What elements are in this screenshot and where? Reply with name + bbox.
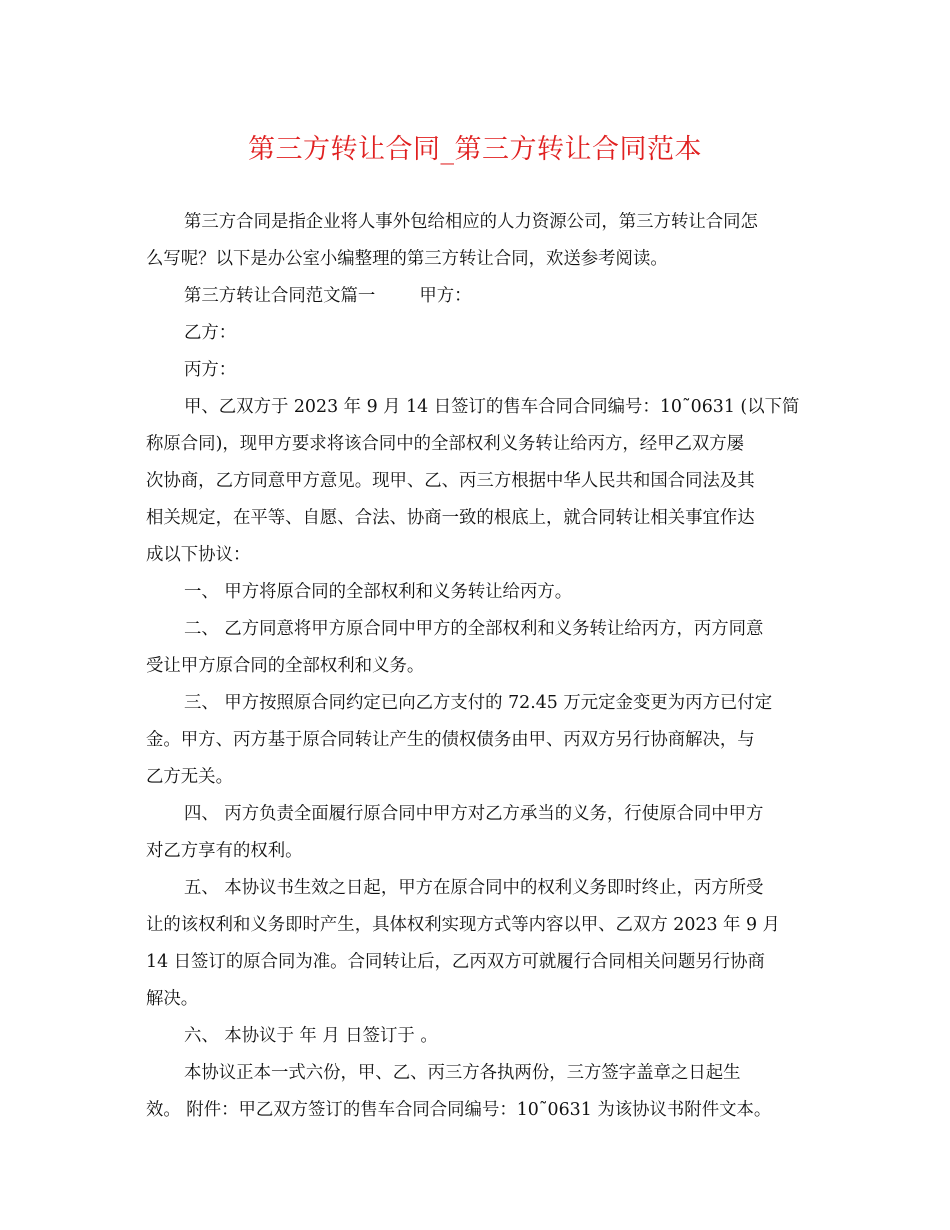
line-text: 三、 甲方按照原合同约定已向乙方支付的 72.45 万元定金变更为丙方已付定 [184,693,773,713]
paragraph-line [146,574,806,611]
document-title: 第三方转让合同_第三方转让合同范本 [248,134,702,165]
line-text: 六、 本协议于 年 月 日签订于 。 [184,1026,438,1046]
paragraph-line [146,1018,806,1055]
paragraph-line [146,204,806,241]
line-text: 次协商，乙方同意甲方意见。现甲、乙、丙三方根据中华人民共和国合同法及其 [146,471,755,491]
line-text: 五、 本协议书生效之日起，甲方在原合同中的权利义务即时终止，丙方所受 [184,878,764,898]
line-text: 乙方： [184,323,237,343]
paragraph-line [146,907,806,944]
paragraph-line [146,870,806,907]
line-text: 成以下协议： [146,545,251,565]
line-text: 乙方无关。 [146,767,233,787]
paragraph-line [146,1092,806,1129]
line-text: 四、 丙方负责全面履行原合同中甲方对乙方承当的义务，行使原合同中甲方 [184,804,764,824]
line-text: 第三方合同是指企业将人事外包给相应的人力资源公司，第三方转让合同怎 [184,212,758,232]
line-text: 第三方转让合同范文篇一 [184,286,376,306]
paragraph-line [146,833,806,870]
paragraph-line [146,981,806,1018]
paragraph-line [146,648,806,685]
paragraph-line [146,500,806,537]
paragraph-line [146,1055,806,1092]
paragraph-line [146,426,806,463]
paragraph-line [146,389,806,426]
paragraph-line [146,722,806,759]
line-text: 受让甲方原合同的全部权利和义务。 [146,656,425,676]
document-body [146,204,806,1129]
line-text: 金。甲方、丙方基于原合同转让产生的债权债务由甲、丙双方另行协商解决，与 [146,730,755,750]
paragraph-line [146,278,806,315]
paragraph-line [146,352,806,389]
line-text: 丙方： [184,360,237,380]
line-text: 一、 甲方将原合同的全部权利和义务转让给丙方。 [184,582,573,602]
paragraph-line [146,796,806,833]
paragraph-line [146,759,806,796]
line-text: 本协议正本一式六份，甲、乙、丙三方各执两份，三方签字盖章之日起生 [184,1063,741,1083]
paragraph-line [146,463,806,500]
line-text: 解决。 [146,989,199,1009]
line-text: 相关规定，在平等、自愿、合法、协商一致的根底上，就合同转让相关事宜作达 [146,508,755,528]
line-text: 14 日签订的原合同为准。合同转让后，乙丙双方可就履行合同相关问题另行协商 [146,952,765,972]
paragraph-line [146,944,806,981]
line-text-secondary: 甲方： [419,286,472,306]
paragraph-line [146,241,806,278]
paragraph-line [146,611,806,648]
line-text: 让的该权利和义务即时产生，具体权利实现方式等内容以甲、乙双方 2023 年 9 月 [146,915,780,935]
line-text: 效。 附件：甲乙双方签订的售车合同合同编号：10˜0631 为该协议书附件文本。 [146,1100,772,1120]
line-text: 二、 乙方同意将甲方原合同中甲方的全部权利和义务转让给丙方，丙方同意 [184,619,764,639]
line-text: 么写呢？以下是办公室小编整理的第三方转让合同，欢送参考阅读。 [146,249,668,269]
paragraph-line [146,537,806,574]
line-text: 对乙方享有的权利。 [146,841,303,861]
line-text: 称原合同)，现甲方要求将该合同中的全部权利义务转让给丙方，经甲乙双方屡 [146,434,745,454]
paragraph-line [146,685,806,722]
paragraph-line [146,315,806,352]
line-text: 甲、乙双方于 2023 年 9 月 14 日签订的售车合同合同编号：10˜0631 (以下简 [184,397,800,417]
